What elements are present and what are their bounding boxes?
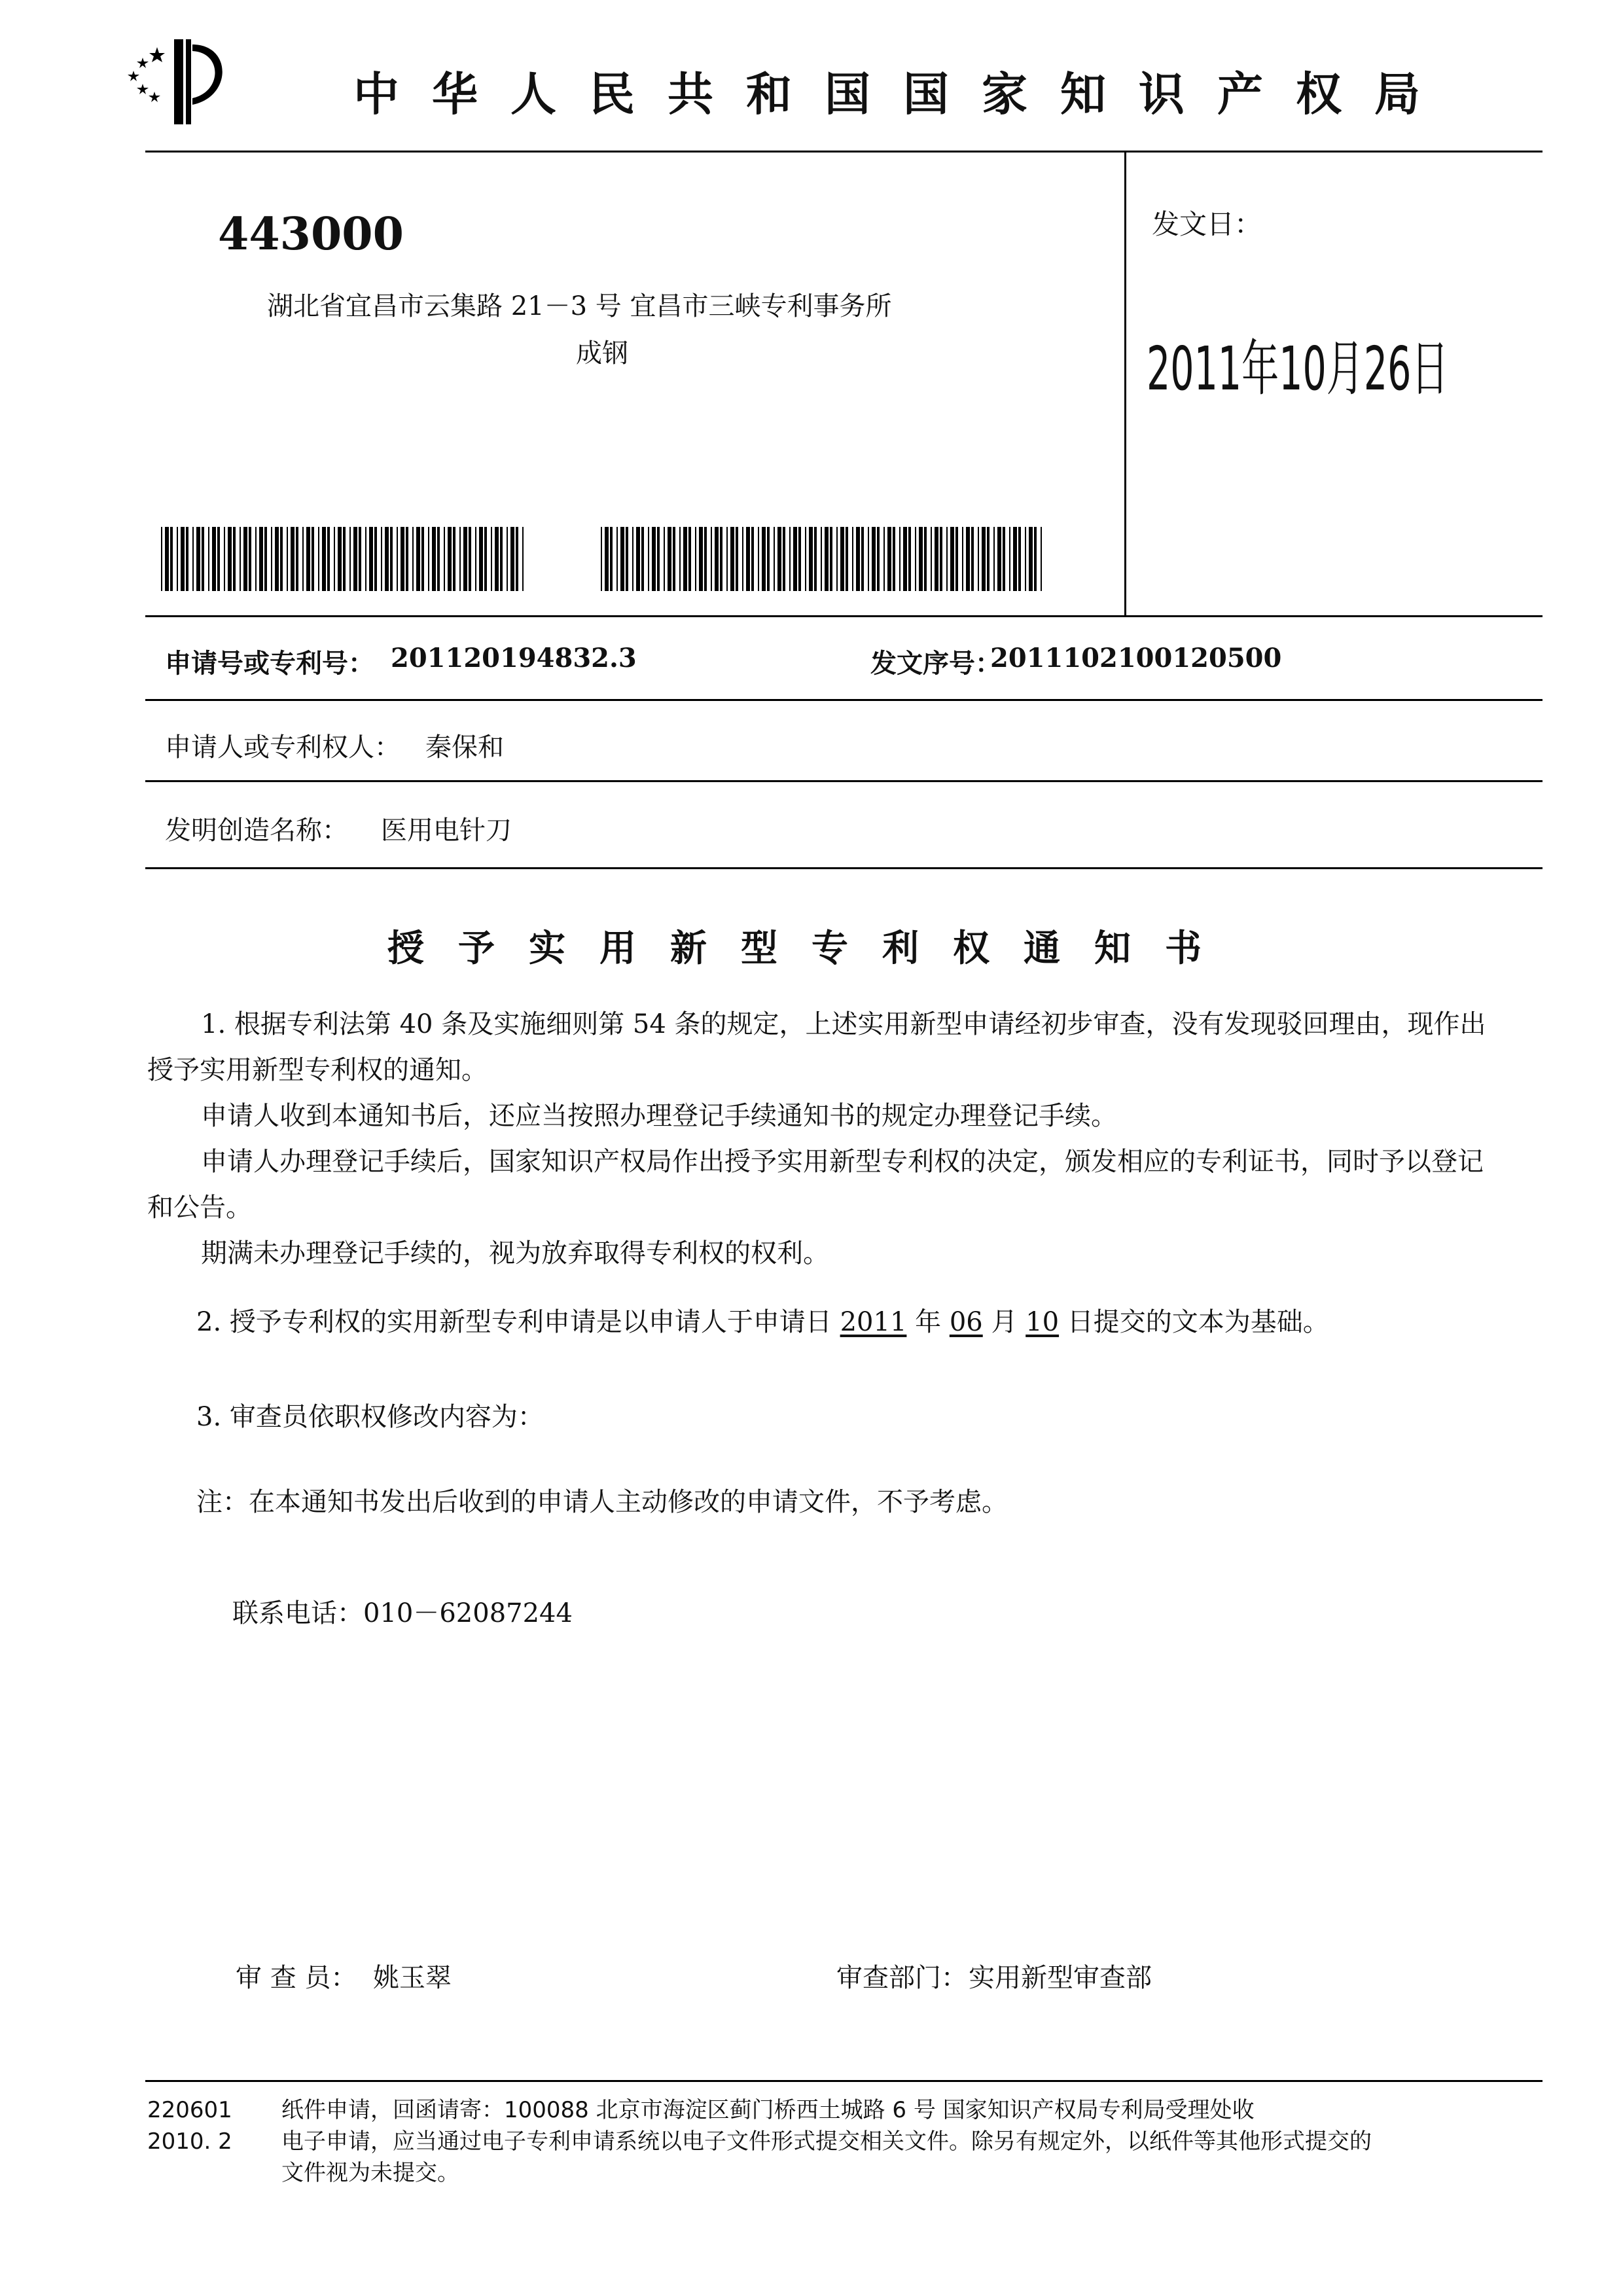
- issue-date: 2011年10月26日: [1147, 334, 1449, 404]
- notice-title: 授予实用新型专利权通知书: [387, 927, 1236, 970]
- barcode-right: [601, 527, 1044, 591]
- form-code-number: 220601: [147, 2097, 232, 2123]
- date-column-divider: [1124, 151, 1126, 615]
- divider: [145, 699, 1543, 701]
- form-code-version: 2010. 2: [147, 2128, 232, 2155]
- application-number-label: 申请号或专利号：: [165, 648, 374, 679]
- department-label: 审查部门：: [836, 1963, 967, 1993]
- paragraph-1: 1. 根据专利法第 40 条及实施细则第 54 条的规定，上述实用新型申请经初步审查，没有发现驳回理由，现作出授予实用新型专利权的通知。: [147, 1009, 1486, 1085]
- filing-month: 06: [949, 1307, 983, 1337]
- examiner-name: 姚玉翠: [373, 1963, 452, 1993]
- invention-title: 医用电针刀: [381, 816, 512, 846]
- footer-divider: [145, 2080, 1543, 2082]
- invention-title-label: 发明创造名称：: [165, 816, 348, 846]
- serial-number-label: 发文序号：: [870, 648, 1001, 679]
- filing-day: 10: [1026, 1307, 1060, 1337]
- office-name: 中华人民共和国国家知识产权局: [353, 67, 1453, 121]
- filing-year: 2011: [840, 1307, 907, 1337]
- postcode: 443000: [218, 208, 404, 260]
- applicant-label: 申请人或专利权人：: [165, 732, 401, 762]
- year-unit: 年: [906, 1307, 950, 1337]
- recipient-address: 湖北省宜昌市云集路 21－3 号 宜昌市三峡专利事务所: [267, 291, 892, 321]
- footer-line-1: 纸件申请，回函请寄：100088 北京市海淀区蓟门桥西土城路 6 号 国家知识产权局专利局受理处收: [281, 2097, 1255, 2123]
- department-name: 实用新型审查部: [969, 1963, 1152, 1993]
- divider: [145, 867, 1543, 869]
- applicant-name: 秦保和: [425, 732, 504, 762]
- filing-basis-text: 2. 授予专利权的实用新型专利申请是以申请人于申请日: [196, 1307, 840, 1337]
- sipo-logo: [118, 33, 249, 131]
- footer-line-2: 电子申请，应当通过电子专利申请系统以电子文件形式提交相关文件。除另有规定外，以纸件等其他形式提交的: [281, 2128, 1372, 2155]
- notice-body: [147, 1001, 1508, 1276]
- paragraph-3: 申请人办理登记手续后，国家知识产权局作出授予实用新型专利权的决定，颁发相应的专利证书，同时予以登记和公告。: [147, 1147, 1484, 1223]
- contact-phone: 联系电话：010－62087244: [232, 1598, 573, 1628]
- month-unit: 月: [982, 1307, 1026, 1337]
- header-divider: [145, 151, 1543, 152]
- note: 注：在本通知书发出后收到的申请人主动修改的申请文件，不予考虑。: [196, 1487, 1008, 1517]
- paragraph-4: 期满未办理登记手续的，视为放弃取得专利权的权利。: [201, 1238, 829, 1268]
- barcode-left: [161, 527, 527, 591]
- paragraph-5: [196, 1299, 1558, 1345]
- examiner-label: 审 查 员：: [236, 1963, 357, 1993]
- footer-line-3: 文件视为未提交。: [281, 2160, 459, 2186]
- paragraph-6: 3. 审查员依职权修改内容为：: [196, 1402, 544, 1432]
- paragraph-2: 申请人收到本通知书后，还应当按照办理登记手续通知书的规定办理登记手续。: [201, 1101, 1117, 1131]
- divider: [145, 615, 1543, 617]
- form-code: [147, 2094, 232, 2157]
- recipient-name: 成钢: [576, 338, 628, 368]
- application-number: 201120194832.3: [391, 643, 637, 673]
- filing-basis-suffix: 日提交的文本为基础。: [1059, 1307, 1329, 1337]
- divider: [145, 780, 1543, 782]
- footer-instructions: [281, 2094, 1544, 2189]
- date-label: 发文日：: [1152, 208, 1262, 240]
- serial-number: 2011102100120500: [990, 643, 1282, 673]
